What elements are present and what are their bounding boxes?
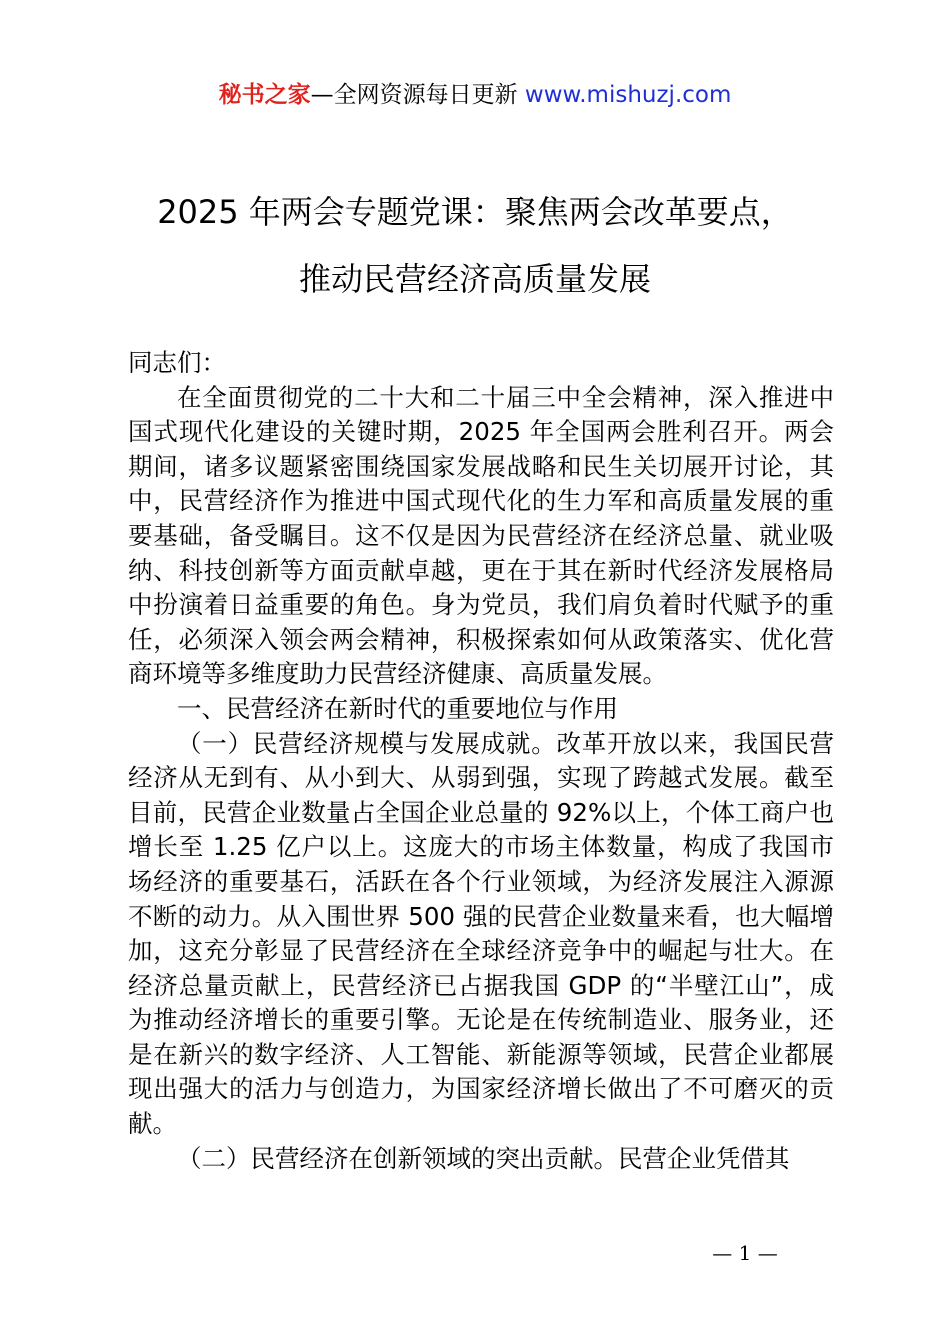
page-number: — 1 — [712, 1241, 778, 1265]
body-paragraph-innovation: （二）民营经济在创新领域的突出贡献。民营企业凭借其 [177, 1143, 790, 1173]
site-header [0, 78, 950, 112]
body-paragraph-scale: （一）民营经济规模与发展成就。改革开放以来，我国民营经济从无到有、从小到大、从弱到强，实现了跨越式发展。截至目前，民营企业数量占全国企业总量的 92%以上，个体工商户也增长至 1.25 亿户以上。这庞大的市场主体数量，构成了我国市场经济的重要基石，活跃在各个行业领域，为经济发展注入源源不断的动力。从入围世界 500 强的民营企业数量来看，也大幅增加，这充分彰显了民营经济在全球经济竞争中的崛起与壮大。在经济总量贡献上，民营经济已占据我国 GDP 的“半壁江山”，成为推动经济增长的重要引擎。无论是在传统制造业、服务业，还是在新兴的数字经济、人工智能、新能源等领域，民营企业都展现出强大的活力与创造力，为国家经济增长做出了不可磨灭的贡献。 [128, 728, 834, 1139]
section-heading-1: 一、民营经济在新时代的重要地位与作用 [177, 693, 618, 723]
header-tagline: —全网资源每日更新 [310, 82, 525, 108]
document-title-line-2: 推动民营经济高质量发展 [298, 260, 651, 298]
brand-name: 秘书之家 [218, 82, 311, 108]
body-paragraph-intro: 在全面贯彻党的二十大和二十届三中全会精神，深入推进中国式现代化建设的关键时期，2025 年全国两会胜利召开。两会期间，诸多议题紧密围绕国家发展战略和民生关切展开讨论，其中，民营经济作为推进中国式现代化的生力军和高质量发展的重要基础，备受瞩目。这不仅是因为民营经济在经济总量、就业吸纳、科技创新等方面贡献卓越，更在于其在新时代经济发展格局中扮演着日益重要的角色。身为党员，我们肩负着时代赋予的重任，必须深入领会两会精神，积极探索如何从政策落实、优化营商环境等多维度助力民营经济健康、高质量发展。 [128, 382, 834, 689]
document-body [128, 346, 834, 1176]
document-title-line-1: 2025 年两会专题党课：聚焦两会改革要点， [157, 193, 793, 231]
site-url-link[interactable]: www.mishuzj.com [524, 82, 732, 108]
salutation: 同志们： [128, 348, 226, 377]
